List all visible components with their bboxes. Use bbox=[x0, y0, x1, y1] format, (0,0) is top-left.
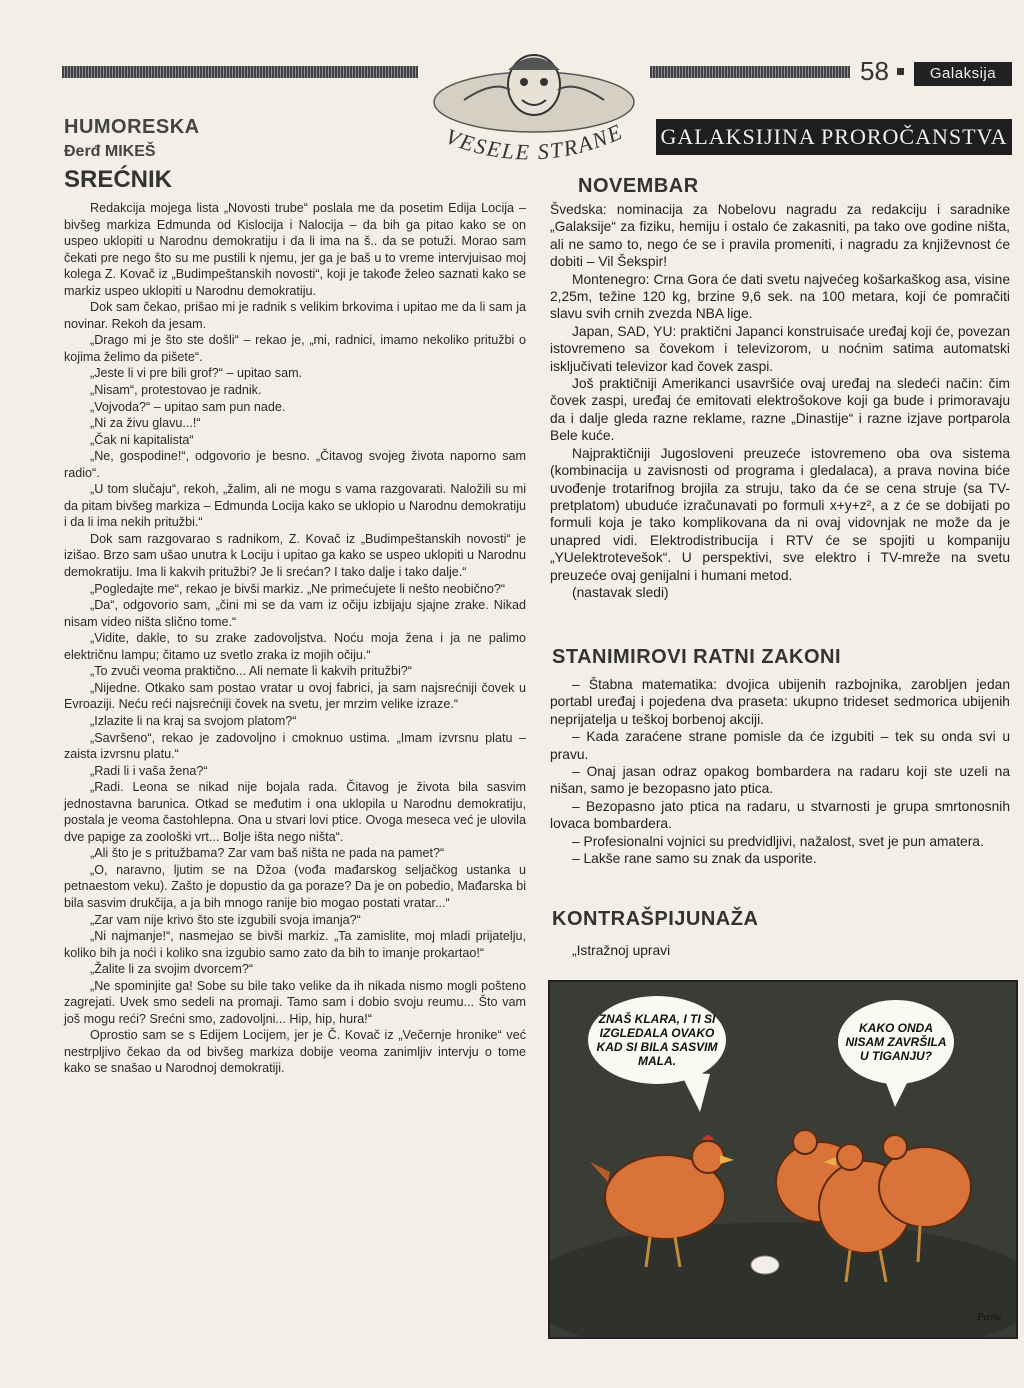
paragraph: „Žalite li za svojim dvorcem?“ bbox=[90, 962, 254, 977]
strip-title: VESELE STRANE bbox=[442, 120, 628, 165]
paragraph: „Savršeno“, rekao je zadovoljno i cmoknuo ustima. „Imam izvrsnu platu – zaista izvrsnu platu.“ bbox=[64, 730, 526, 762]
paragraph: „Zar vam nije krivo što ste izgubili svoja imanja?“ bbox=[90, 912, 361, 927]
paragraph: Japan, SAD, YU: praktični Japanci konstruisaće uređaj koji će, povezan istovremeno sa čovekom i televizorom, u noćnim satima automatski isključivati televizor kad čovek zaspi. bbox=[550, 323, 1010, 374]
zakoni-body bbox=[550, 676, 1010, 867]
paragraph: – Onaj jasan odraz opakog bombardera na radaru koji ste uzeli na nišan, samo je bezopasno jato ptica. bbox=[550, 764, 1010, 797]
paragraph: Najpraktičniji Jugosloveni preuzeće istovremeno oba ova sistema (kombinacija u zavisnosti od programa i gledalaca), a prava novina biće uvođenje trotarifnog brojila za struju, tako da će se cena struje (sa TV-pretplatom) ubuduće izračunavati po formuli x+y+z², a z će se dobijati po formuli koja je tako komplikovana da ni ovaj vidovnjak ne može da je unapred vidi. Elektrodistribucija i RTV će se spojiti u kompaniju „YUelektrotevešok“. U perspektivi, sve elektro i TV-mreže na svetu preuzeće ovaj genijalni i humani metod. bbox=[550, 445, 1010, 583]
paragraph: (nastavak sledi) bbox=[572, 584, 669, 600]
paragraph: – Štabna matematika: dvojica ubijenih razbojnika, zarobljen jedan portabl uređaj i pojedena dva praseta: ukupno trideset sedmorica ubijenih neprijatelja u teškoj borbenoj akciji. bbox=[550, 677, 1010, 727]
svg-text:VESELE STRANE bbox=[442, 120, 627, 165]
paragraph: „To zvuči veoma praktično... Ali nemate li kakvih pritužbi?“ bbox=[90, 664, 412, 679]
paragraph: „Istražnoj upravi bbox=[572, 943, 671, 958]
section-heading-kontra: KONTRAŠPIJUNAŽA bbox=[552, 908, 759, 930]
paragraph: – Profesionalni vojnici su predvidljivi, nažalost, svet je pun amatera. bbox=[572, 833, 984, 849]
paragraph: „Radi. Leona se nikad nije bojala rada. Čitavog je života bila sasvim jednostavna barunica. Otkad se međutim i ona uklopila u Narodnu demokratiju, postala je veoma častohlepna. Ona u stvari lovi ptice. Ovoga meseca već je ulovila dve papige za zoološki vrt... Bolje išta nego ništa“. bbox=[64, 780, 526, 844]
paragraph: Još praktičniji Amerikanci usavršiće ovaj uređaj na sledeći način: čim čovek zaspi, uređaj će emitovati elektrošokove koji ga bude i primoravaju da i dalje gleda razne reklame, razne „Dinastije“ i razne izjave portparola Bele kuće. bbox=[550, 376, 1010, 444]
bullet-separator bbox=[897, 68, 904, 75]
kontra-body bbox=[550, 942, 1010, 959]
paragraph: „O, naravno, ljutim se na Džoa (vođa mađarskog seljačkog ustanka u petnaestom veku). Zašto je dopustio da ga poraze? Da je on pobedio, Mađarska bi bila sasvim drukčija, a ja bih mnogo ranije bio mogao postati vratar...“ bbox=[64, 862, 526, 910]
paragraph: „Drago mi je što ste došli“ – rekao je, „mi, radnici, imamo nekoliko pritužbi o kojima želimo da pišete“. bbox=[64, 333, 526, 364]
paragraph: „Ali što je s pritužbama? Zar vam baš ništa ne pada na pamet?“ bbox=[90, 846, 445, 861]
paragraph: „Ne, gospodine!“, odgovorio je besno. „Čitavog svojeg života naporno sam radio“. bbox=[64, 449, 526, 480]
paragraph: „Ni najmanje!“, nasmejao se bivši markiz. „Ta zamislite, moj mladi prijatelju, koliko bih ja noći i koliko sna izgubio samo zato da bih to imanje prokartao!“ bbox=[64, 929, 526, 960]
section-tag: Galaksija bbox=[914, 62, 1012, 86]
paragraph: – Bezopasno jato ptica na radaru, u stvarnosti je grupa smrtonosnih lovaca bombardera. bbox=[550, 798, 1010, 832]
humoreska-body bbox=[64, 200, 526, 1077]
paragraph: Dok sam razgovarao s radnikom, Z. Kovač iz „Budimpeštanskih novosti“ je izišao. Brzo sam ušao unutra k Lociju i upitao ga kako se uspeo uklopiti u Narodnu demokratiju. Ima li kakvih pritužbi? Je li srećan? I tako dalje i tako dalje.“ bbox=[64, 531, 526, 580]
paragraph: Montenegro: Crna Gora će dati svetu najvećeg košarkaškog asa, visine 2,25m, težine 120 kg, brzine 9,6 sek. na 100 metara, koji će pomračiti slavu svih crnih zvezda NBA lige. bbox=[550, 271, 1010, 322]
speech-bubble-right: KAKO ONDA NISAM ZAVRŠILA U TIGANJU? bbox=[838, 1000, 954, 1084]
vesele-strane-arc-title bbox=[436, 120, 646, 180]
paragraph: „U tom slučaju“, rekoh, „žalim, ali ne mogu s vama razgovarati. Naložili su mi da pitam bivšeg markiza – Edmunda Locija kako se uklopio u Narodnu demokratiju i da li ima nekih pritužbi.“ bbox=[64, 482, 526, 530]
paragraph: Švedska: nominacija za Nobelovu nagradu za redakciju i saradnike „Galaksije“ za fiziku, hemiju i ostalo će zakasniti, pa tako ove godine ništa, ali ne samo to, nego će se i pravila promeniti, i nagradu za književnost će dobiti – Vil Šekspir! bbox=[550, 202, 1010, 270]
section-heading-zakoni: STANIMIROVI RATNI ZAKONI bbox=[552, 646, 842, 668]
prorocanstva-body bbox=[550, 201, 1010, 601]
header-rule-left bbox=[62, 66, 418, 78]
paragraph: „Nijedne. Otkako sam postao vratar u ovoj fabrici, ja sam najsrećniji čovek u Evroaziji. Neću reći najsrećniji čovek na svetu, jer mrzim velike izraze.“ bbox=[64, 680, 526, 712]
paragraph: „Jeste li vi pre bili grof?“ – upitao sam. bbox=[90, 366, 303, 381]
paragraph: „Vidite, dakle, to su zrake zadovoljstva. Noću moja žena i ja ne palimo električnu lampu; čitamo uz svetlo zraka iz mojih očiju.“ bbox=[64, 631, 526, 662]
paragraph: – Kada zaraćene strane pomisle da će izgubiti – tek su onda svi u pravu. bbox=[550, 729, 1010, 762]
page-number: 58 bbox=[860, 56, 889, 86]
paragraph: „Ne spominjite ga! Sobe su bile tako velike da ih nikada nismo mogli pošteno zagrejati. Uvek smo sedeli na promaji. Tamo sam i dobio svoju reumu... Što vam još mogu reći? Srećni smo, zadovoljni... Hip, hip, hura!“ bbox=[64, 978, 526, 1026]
paragraph: „Radi li i vaša žena?“ bbox=[90, 763, 208, 778]
author: Đerđ MIKEŠ bbox=[64, 143, 156, 160]
kicker: HUMORESKA bbox=[64, 116, 200, 138]
paragraph: „Pogledajte me“, rekao je bivši markiz. „Ne primećujete li nešto neobično?“ bbox=[90, 581, 506, 596]
paragraph: – Lakše rane samo su znak da usporite. bbox=[572, 851, 817, 867]
speech-bubble-left: ZNAŠ KLARA, I TI SI IZGLEDALA OVAKO KAD SI BILA SASVIM MALA. bbox=[588, 996, 726, 1084]
section-heading-novembar: NOVEMBAR bbox=[578, 175, 699, 197]
paragraph: „Nisam“, protestovao je radnik. bbox=[90, 383, 262, 398]
paragraph: Oprostio sam se s Edijem Locijem, jer je Č. Kovač iz „Večernje hronike“ već nestrpljivo čekao da od bivšeg markiza dobije veoma zanimljiv intervju o tome kako se snašao u Narodnoj demokratiji. bbox=[64, 1028, 526, 1076]
paragraph: „Ni za živu glavu...!“ bbox=[90, 416, 201, 431]
cartoon-panel bbox=[548, 980, 1018, 1339]
paragraph: „Vojvoda?“ – upitao sam pun nade. bbox=[90, 399, 286, 414]
header-rule-right bbox=[650, 66, 850, 78]
paragraph: Dok sam čekao, prišao mi je radnik s velikim brkovima i upitao me da li sam ja novinar. Rekoh da jesam. bbox=[64, 300, 526, 331]
cartoonist-signature: Pavić bbox=[976, 1311, 1002, 1323]
prorocanstva-banner: GALAKSIJINA PROROČANSTVA bbox=[656, 119, 1012, 155]
paragraph: „Čak ni kapitalista“ bbox=[90, 432, 194, 447]
paragraph: „Da“, odgovorio sam, „čini mi se da vam iz očiju izbijaju sjajne zrake. Nikad nisam video ništa slično tome.“ bbox=[64, 598, 526, 629]
article-title: SREĆNIK bbox=[64, 166, 173, 193]
paragraph: Redakcija mojega lista „Novosti trube“ poslala me da posetim Edija Locija – bivšeg markiza Edmunda od Kislocija i Nalocija – da bih ga pitao kako se on uspeo uklopiti u Narodnu demokratiju i da li ima na š.. da se potuži. Morao sam čekati pre nego što su me pustili k njemu, jer ga je baš u to vreme intervjuisao moj kolega Z. Kovač iz „Budimpeštanskih novosti“, koji je takođe želeo saznati kako se markiz uspeo uklopiti u Narodnu demokratiju. bbox=[64, 201, 526, 298]
paragraph: „Izlazite li na kraj sa svojom platom?“ bbox=[90, 713, 297, 728]
egg-icon bbox=[751, 1256, 779, 1274]
